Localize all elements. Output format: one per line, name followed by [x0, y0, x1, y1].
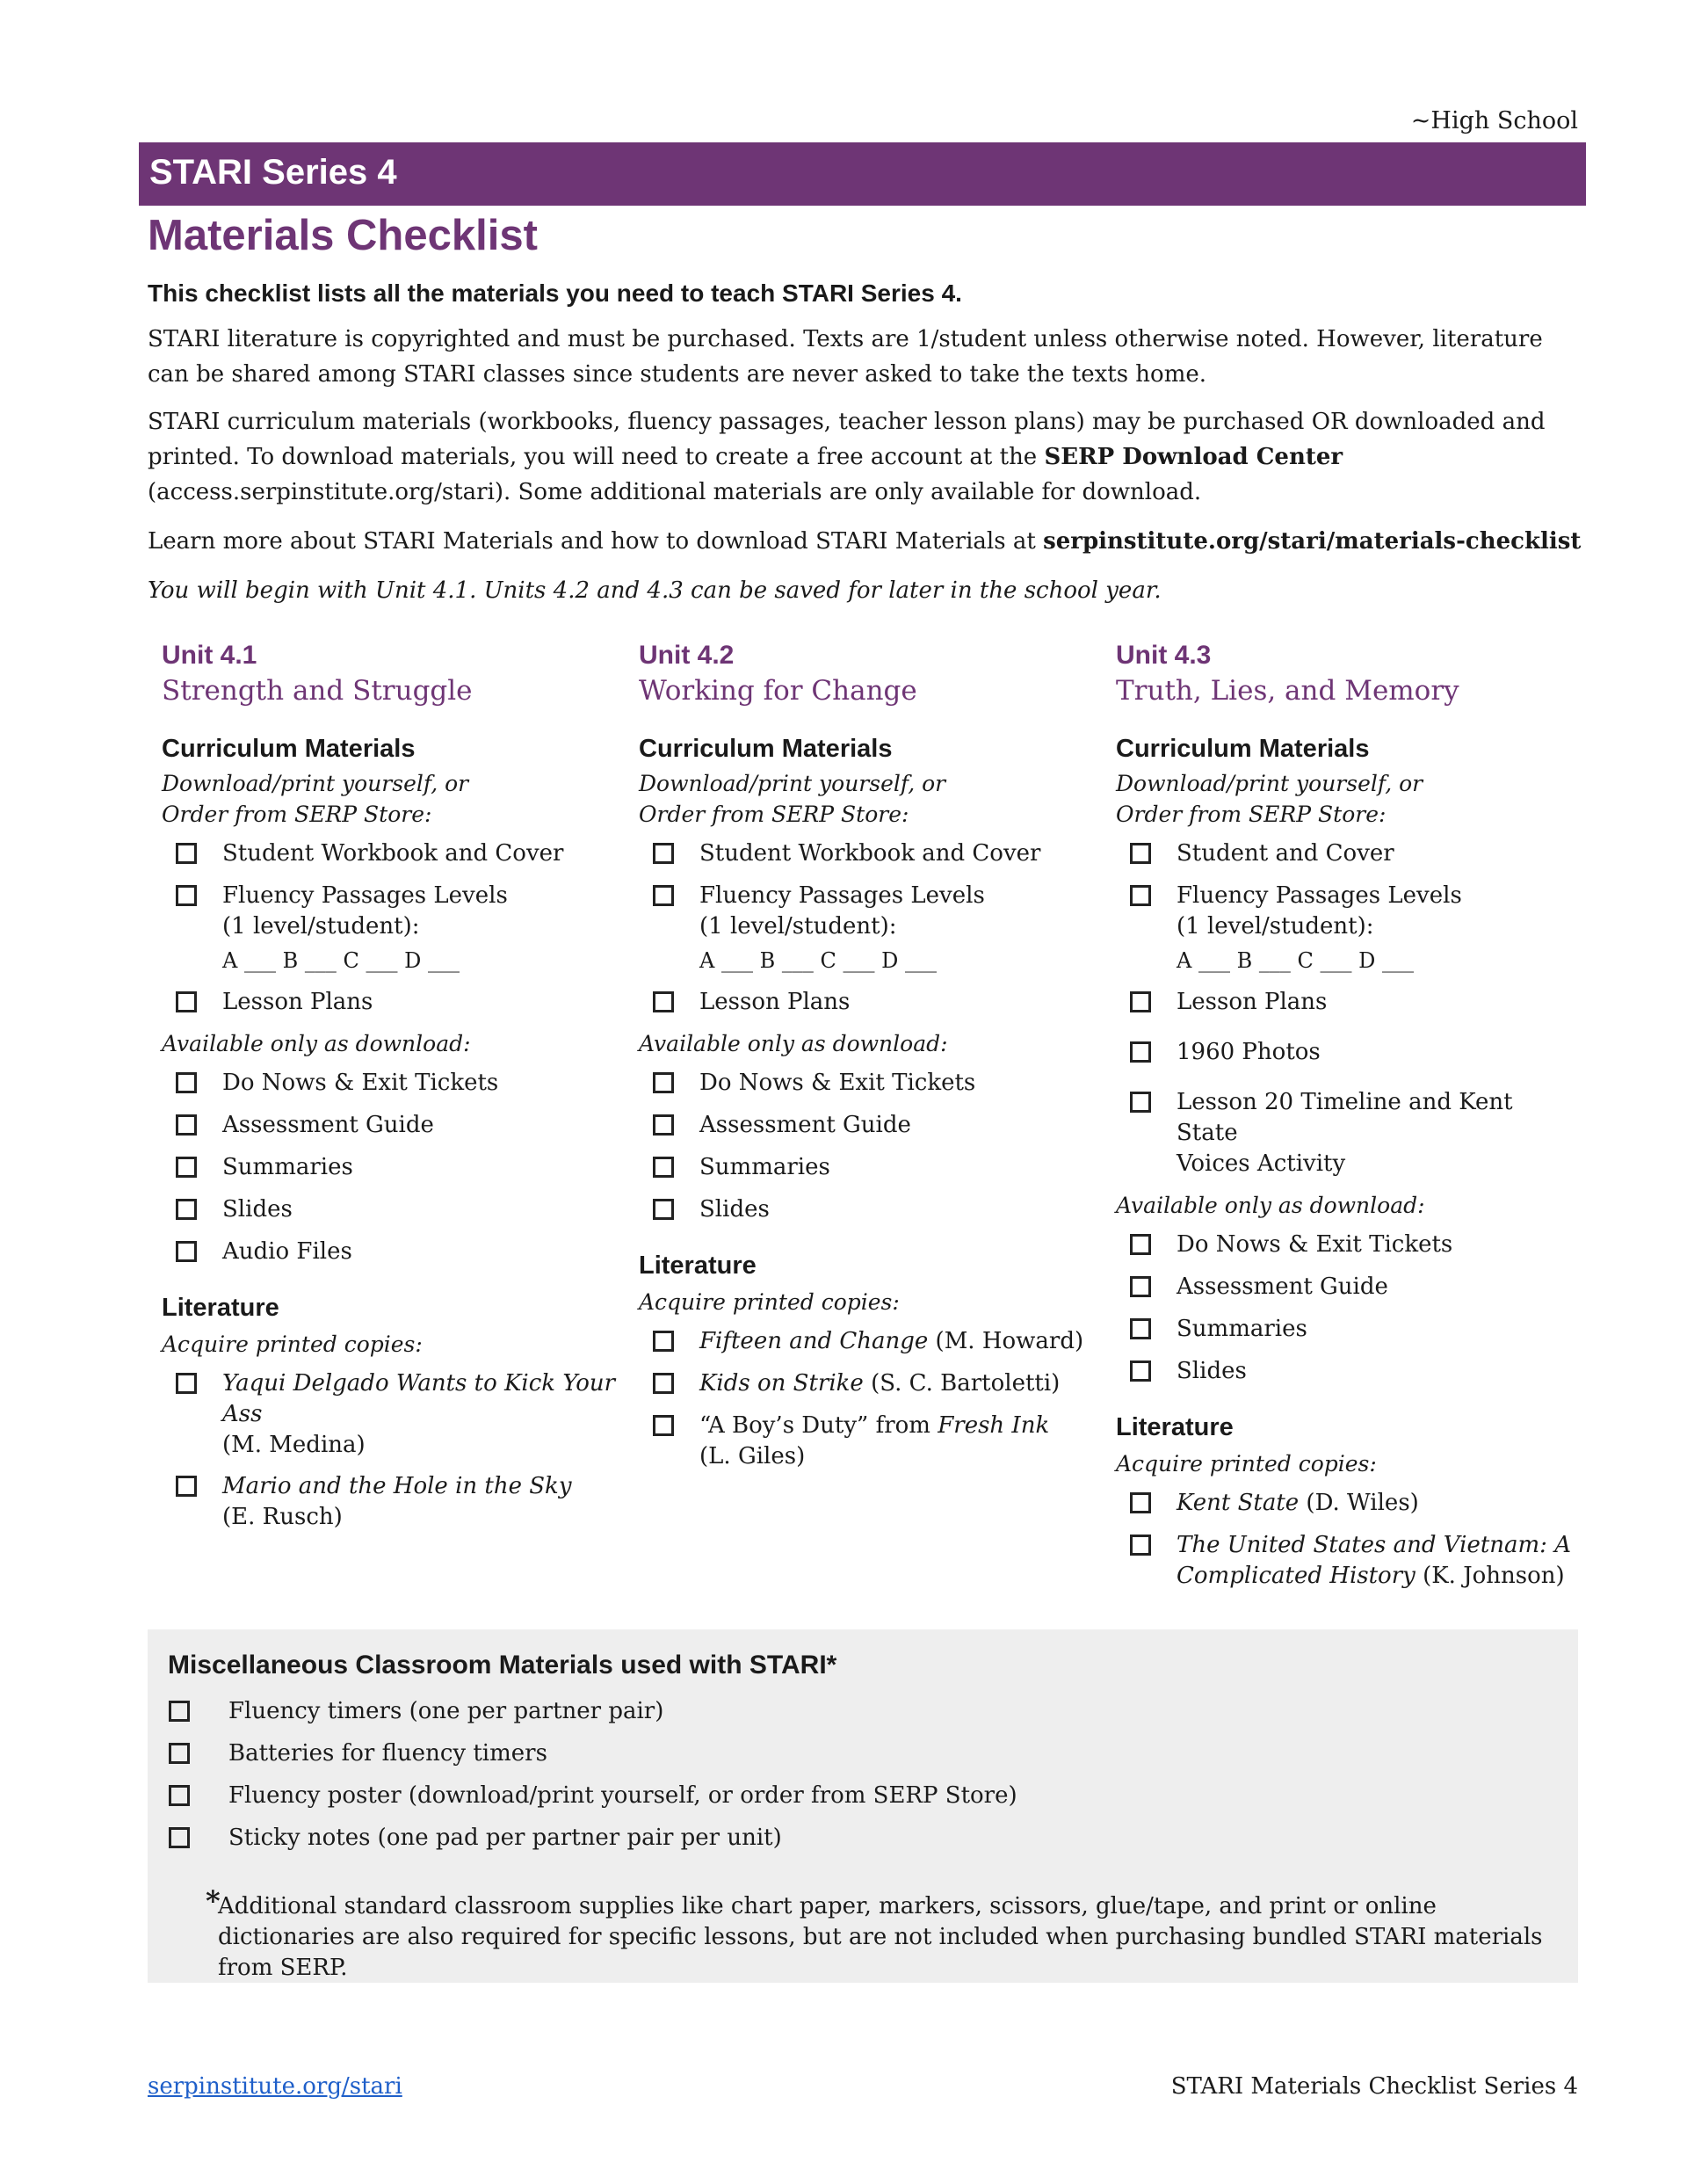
download-center-name: SERP Download Center: [1044, 444, 1343, 470]
intro-paragraph-3: [148, 524, 1589, 559]
item-label: Summaries: [222, 1154, 353, 1180]
item-fluency[interactable]: [639, 881, 1096, 976]
item-slides[interactable]: [162, 1194, 619, 1225]
book-title: Kids on Strike: [699, 1370, 864, 1397]
checkbox[interactable]: [653, 1072, 674, 1093]
item-workbook[interactable]: [1116, 838, 1573, 869]
unit-4-3-column: [1116, 640, 1573, 1592]
item-lesson-plans[interactable]: [1116, 987, 1573, 1018]
checkbox[interactable]: [1130, 1041, 1151, 1063]
item-book[interactable]: [639, 1368, 1096, 1399]
item-audio[interactable]: [162, 1237, 619, 1267]
book-author: (K. Johnson): [1415, 1563, 1565, 1589]
item-label: Assessment Guide: [699, 1112, 911, 1138]
checkbox[interactable]: [169, 1743, 190, 1764]
item-label: Lesson Plans: [1177, 989, 1328, 1015]
checkbox[interactable]: [176, 1199, 197, 1220]
book-author: (L. Giles): [699, 1443, 806, 1469]
item-lesson-plans[interactable]: [162, 987, 619, 1018]
literature-heading: Literature: [162, 1294, 279, 1322]
intro-paragraph-1: STARI literature is copyrighted and must be purchased. Texts are 1/student unless otherwise noted. However, literature can be shared among STARI classes since students are never asked to take the texts home.: [148, 326, 1543, 388]
checkbox[interactable]: [1130, 991, 1151, 1012]
unit-title: Working for Change: [639, 675, 917, 707]
download-note-2: Order from SERP Store:: [639, 802, 909, 827]
item-label: Do Nows & Exit Tickets: [699, 1070, 976, 1096]
literature-heading: Literature: [1116, 1413, 1234, 1441]
item-label: Lesson 20 Timeline and Kent State: [1177, 1089, 1513, 1146]
checkbox[interactable]: [176, 1072, 197, 1093]
book-pre: “A Boy’s Duty” from: [699, 1412, 938, 1439]
checkbox[interactable]: [653, 1199, 674, 1220]
download-note-2: Order from SERP Store:: [1116, 802, 1387, 827]
item-do-nows[interactable]: [1116, 1230, 1573, 1260]
download-note-1: Download/print yourself, or: [639, 771, 946, 796]
unit-4-2-column: [639, 640, 1096, 1472]
unit-label: Unit 4.3: [1116, 641, 1212, 670]
level-blanks: A ___ B ___ C ___ D ___: [222, 948, 460, 973]
item-assessment[interactable]: [1116, 1272, 1573, 1302]
item-timeline-activity[interactable]: [1116, 1087, 1573, 1179]
asterisk: *: [206, 1884, 221, 1918]
item-book[interactable]: [162, 1471, 619, 1533]
curriculum-heading: Curriculum Materials: [162, 735, 416, 763]
checkbox[interactable]: [176, 991, 197, 1012]
checkbox[interactable]: [653, 991, 674, 1012]
item-label-2: Voices Activity: [1177, 1150, 1346, 1177]
banner-title: STARI Series 4: [149, 153, 397, 192]
checkbox[interactable]: [1130, 1360, 1151, 1382]
item-label: Assessment Guide: [1177, 1273, 1388, 1300]
download-only-note: Available only as download:: [639, 1031, 948, 1056]
item-fluency[interactable]: [1116, 881, 1573, 976]
item-book[interactable]: [639, 1326, 1096, 1357]
checklist-url[interactable]: serpinstitute.org/stari/materials-checklist: [1043, 528, 1582, 555]
literature-heading: Literature: [639, 1252, 757, 1280]
checkbox[interactable]: [176, 1476, 197, 1497]
checkbox[interactable]: [1130, 1276, 1151, 1297]
item-label: Sticky notes (one pad per partner pair per unit): [228, 1825, 782, 1851]
download-note-1: Download/print yourself, or: [162, 771, 469, 796]
book-title-2: Complicated History: [1177, 1563, 1415, 1589]
download-note-2: Order from SERP Store:: [162, 802, 432, 827]
checkbox[interactable]: [653, 885, 674, 906]
checkbox[interactable]: [1130, 1535, 1151, 1556]
item-label: Fluency poster (download/print yourself, or order from SERP Store): [228, 1782, 1017, 1809]
p2-text-a: STARI curriculum materials (workbooks, fluency passages, teacher lesson plans) may be purchased OR downloaded and printed. To download materials, you will need to create a free account at the: [148, 409, 1546, 470]
series-banner: [139, 142, 1586, 206]
checkbox[interactable]: [653, 1331, 674, 1352]
footer-link[interactable]: serpinstitute.org/stari: [148, 2073, 402, 2100]
item-label: Audio Files: [222, 1238, 352, 1265]
checkbox[interactable]: [653, 1157, 674, 1178]
book-title: Fifteen and Change: [699, 1328, 929, 1354]
checkbox[interactable]: [653, 1373, 674, 1394]
item-workbook[interactable]: [162, 838, 619, 869]
item-label: Fluency Passages Levels: [222, 882, 508, 909]
item-summaries[interactable]: [1116, 1314, 1573, 1345]
item-label: Batteries for fluency timers: [228, 1740, 547, 1767]
book-title: Fresh Ink: [938, 1412, 1050, 1439]
item-label: Slides: [1177, 1358, 1247, 1384]
item-lesson-plans[interactable]: [639, 987, 1096, 1018]
item-label: 1960 Photos: [1177, 1039, 1321, 1065]
checkbox[interactable]: [1130, 1492, 1151, 1513]
download-only-note: Available only as download:: [162, 1031, 471, 1056]
item-fluency[interactable]: [162, 881, 619, 976]
intro-paragraph-4: You will begin with Unit 4.1. Units 4.2 and 4.3 can be saved for later in the school year.: [148, 577, 1162, 604]
unit-title: Truth, Lies, and Memory: [1116, 675, 1459, 707]
book-author: (E. Rusch): [222, 1504, 343, 1530]
page-title: Materials Checklist: [148, 212, 538, 259]
unit-title: Strength and Struggle: [162, 675, 473, 707]
item-label: Fluency Passages Levels: [1177, 882, 1462, 909]
item-label: Do Nows & Exit Tickets: [1177, 1231, 1453, 1258]
download-note-1: Download/print yourself, or: [1116, 771, 1423, 796]
checkbox[interactable]: [176, 1373, 197, 1394]
item-label: Lesson Plans: [222, 989, 373, 1015]
checkbox[interactable]: [1130, 1318, 1151, 1339]
checkbox[interactable]: [169, 1827, 190, 1848]
book-title: Kent State: [1177, 1490, 1300, 1516]
checkbox[interactable]: [1130, 1234, 1151, 1255]
item-label: Lesson Plans: [699, 989, 851, 1015]
item-label: Summaries: [699, 1154, 830, 1180]
misc-item[interactable]: [169, 1696, 663, 1727]
item-assessment[interactable]: [162, 1110, 619, 1141]
item-book[interactable]: [1116, 1488, 1573, 1519]
level-blanks: A ___ B ___ C ___ D ___: [1177, 948, 1414, 973]
unit-4-1-column: [162, 640, 619, 1533]
book-author: (M. Howard): [928, 1328, 1084, 1354]
download-only-note: Available only as download:: [1116, 1193, 1425, 1218]
item-label: Assessment Guide: [222, 1112, 434, 1138]
acquire-note: Acquire printed copies:: [639, 1289, 900, 1315]
unit-label: Unit 4.1: [162, 641, 257, 670]
checkbox[interactable]: [176, 1114, 197, 1136]
book-title: The United States and Vietnam: A: [1177, 1532, 1571, 1558]
item-slides[interactable]: [1116, 1356, 1573, 1387]
item-book[interactable]: [1116, 1530, 1573, 1592]
checkbox[interactable]: [1130, 843, 1151, 864]
acquire-note: Acquire printed copies:: [162, 1331, 423, 1357]
item-label: Student and Cover: [1177, 840, 1394, 867]
misc-item[interactable]: [169, 1823, 782, 1854]
item-label: Slides: [699, 1196, 770, 1223]
footnote-text: Additional standard classroom supplies like chart paper, markers, scissors, glue/tape, and print or online dictionaries are also required for specific lessons, but are not included when purchasing bundled STARI materials from SERP.: [218, 1893, 1543, 1981]
book-author: (S. C. Bartoletti): [863, 1370, 1061, 1397]
p2-text-c: (access.serpinstitute.org/stari). Some additional materials are only available for download.: [148, 479, 1202, 505]
item-book[interactable]: [162, 1368, 619, 1461]
item-workbook[interactable]: [639, 838, 1096, 869]
misc-item[interactable]: [169, 1738, 547, 1769]
item-label: Do Nows & Exit Tickets: [222, 1070, 499, 1096]
item-summaries[interactable]: [162, 1152, 619, 1183]
item-label: Fluency timers (one per partner pair): [228, 1698, 664, 1724]
p3-text: Learn more about STARI Materials and how to download STARI Materials at: [148, 528, 1044, 555]
misc-heading: Miscellaneous Classroom Materials used with STARI*: [168, 1651, 837, 1680]
checkbox[interactable]: [653, 843, 674, 864]
item-label-2: (1 level/student):: [1177, 913, 1374, 940]
intro-paragraph-2: [148, 404, 1589, 510]
misc-item[interactable]: [169, 1781, 1017, 1811]
checkbox[interactable]: [176, 1157, 197, 1178]
checkbox[interactable]: [1130, 885, 1151, 906]
checkbox[interactable]: [169, 1785, 190, 1806]
item-label: Student Workbook and Cover: [699, 840, 1041, 867]
item-1960-photos[interactable]: [1116, 1037, 1573, 1068]
book-title: Yaqui Delgado Wants to Kick Your Ass: [222, 1370, 616, 1427]
unit-label: Unit 4.2: [639, 641, 735, 670]
curriculum-heading: Curriculum Materials: [639, 735, 893, 763]
item-do-nows[interactable]: [162, 1068, 619, 1099]
item-label: Slides: [222, 1196, 293, 1223]
grade-level: ~High School: [1410, 107, 1578, 134]
checkbox[interactable]: [1130, 1092, 1151, 1113]
item-assessment[interactable]: [639, 1110, 1096, 1141]
curriculum-heading: Curriculum Materials: [1116, 735, 1370, 763]
checkbox[interactable]: [176, 885, 197, 906]
book-author: (M. Medina): [222, 1432, 366, 1458]
footer-title: STARI Materials Checklist Series 4: [1170, 2073, 1578, 2100]
checkbox[interactable]: [176, 1241, 197, 1262]
checkbox[interactable]: [653, 1415, 674, 1436]
level-blanks: A ___ B ___ C ___ D ___: [699, 948, 937, 973]
item-label-2: (1 level/student):: [222, 913, 420, 940]
footnote: [206, 1884, 1562, 1984]
item-book[interactable]: [639, 1411, 1096, 1472]
misc-materials-box: [148, 1629, 1578, 1983]
item-slides[interactable]: [639, 1194, 1096, 1225]
intro-lead: This checklist lists all the materials you need to teach STARI Series 4.: [148, 279, 962, 307]
checkbox[interactable]: [176, 843, 197, 864]
item-label: Summaries: [1177, 1316, 1307, 1342]
item-do-nows[interactable]: [639, 1068, 1096, 1099]
acquire-note: Acquire printed copies:: [1116, 1451, 1377, 1477]
item-summaries[interactable]: [639, 1152, 1096, 1183]
book-author: (D. Wiles): [1299, 1490, 1419, 1516]
item-label: Student Workbook and Cover: [222, 840, 564, 867]
book-title: Mario and the Hole in the Sky: [222, 1473, 572, 1499]
checkbox[interactable]: [653, 1114, 674, 1136]
item-label: Fluency Passages Levels: [699, 882, 985, 909]
checkbox[interactable]: [169, 1701, 190, 1722]
item-label-2: (1 level/student):: [699, 913, 897, 940]
